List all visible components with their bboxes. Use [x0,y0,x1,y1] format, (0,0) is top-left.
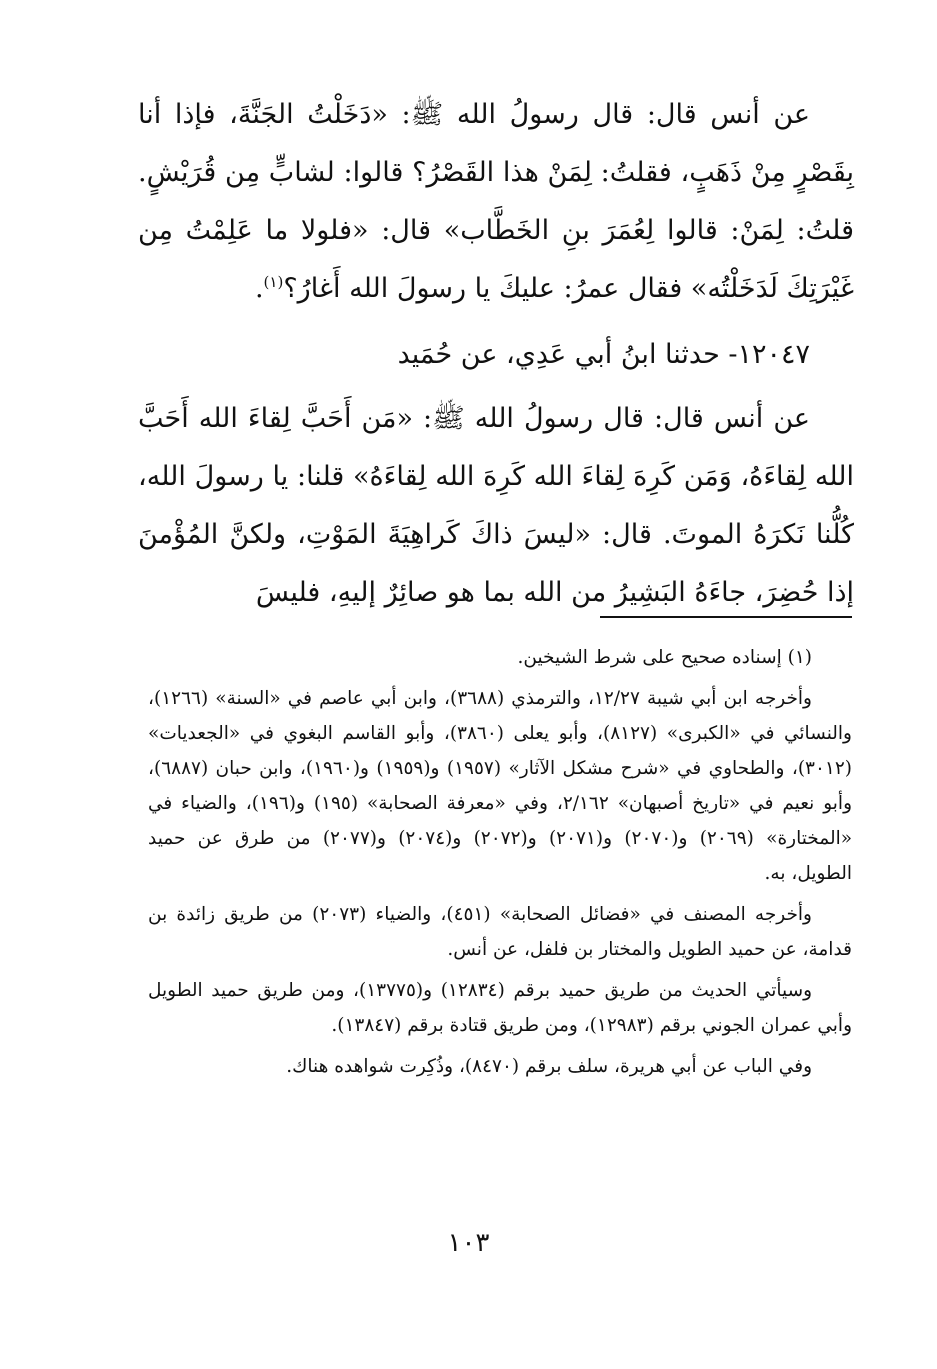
footnote-paragraph: وفي الباب عن أبي هريرة، سلف برقم (٨٤٧٠)، وذُكِرت شواهده هناك. [286,1056,812,1077]
footnote-paragraph: وأخرجه ابن أبي شيبة ١٢/٢٧، والترمذي (٣٦٨٨)، وابن أبي عاصم في «السنة» (١٢٦٦)، والنسائي في «الكبرى» (٨١٢٧)، وأبو يعلى (٣٨٦٠)، وأبو القاسم البغوي في «الجعديات» (٣٠١٢)، والطحاوي في «شرح مشكل الآثار» (١٩٥٧) و(١٩٥٩) و(١٩٦٠)، وابن حبان (٦٨٨٧)، وأبو نعيم في «تاريخ أصبهان» ٢/١٦٢، وفي «معرفة الصحابة» (١٩٥) و(١٩٦)، والضياء في «المختارة» (٢٠٦٩) و(٢٠٧٠) و(٢٠٧١) و(٢٠٧٢) و(٢٠٧٤) و(٢٠٧٧) من طرق عن حميد الطويل، به. [148,688,853,884]
main-text [138,86,854,622]
footnotes [148,640,852,1090]
hadith-paragraph-1 [138,86,854,318]
page-number: ١٠٣ [447,1228,490,1258]
footnote-paragraph: وأخرجه المصنف في «فضائل الصحابة» (٤٥١)، والضياء (٢٠٧٣) من طريق زائدة بن قدامة، عن حميد الطويل والمختار بن فلفل، عن أنس. [148,904,852,960]
footnote-paragraph: وسيأتي الحديث من طريق حميد برقم (١٢٨٣٤) و(١٣٧٧٥)، ومن طريق حميد الطويل وأبي عمران الجوني برقم (١٢٩٨٣)، ومن طريق قتادة برقم (١٣٨٤٧). [148,980,852,1036]
hadith-1-text: عن أنس قال: قال رسولُ الله ﷺ: «دَخَلْتُ الجَنَّةَ، فإذا أنا بِقَصْرٍ مِنْ ذَهَبٍ، فقلتُ: لِمَنْ هذا القَصْرُ؟ قالوا: لشابٍّ مِن قُرَيْشٍ. قلتُ: لِمَنْ: قالوا لِعُمَرَ بنِ الخَطَّاب» قال: «فلولا ما عَلِمْتُ مِن غَيْرَتِكَ لَدَخَلْتُه» فقال عمرُ: عليكَ يا رسولَ الله أَغارُ؟ [138,99,854,304]
hadith-1-end: . [254,273,264,304]
footnote-separator [600,616,852,618]
footnote-1: (١) إسناده صحيح على شرط الشيخين. [517,647,812,668]
hadith-paragraph-2: عن أنس قال: قال رسولُ الله ﷺ: «مَن أَحَبَّ لِقاءَ الله أَحَبَّ الله لِقاءَهُ، وَمَن كَرِهَ لِقاءَ الله كَرِهَ الله لِقاءَهُ» قلنا: يا رسولَ الله، كُلُّنا نَكرَهُ الموتَ. قال: «ليسَ ذاكَ كَراهِيَةَ المَوْتِ، ولكنَّ المُؤْمنَ إذا حُضِرَ، جاءَهُ البَشِيرُ من الله بما هو صائِرٌ إليهِ، فليسَ [138,403,854,608]
isnad-line: ١٢٠٤٧- حدثنا ابنُ أبي عَدِي، عن حُمَيد [397,339,810,370]
footnote-marker: (١) [263,273,284,291]
